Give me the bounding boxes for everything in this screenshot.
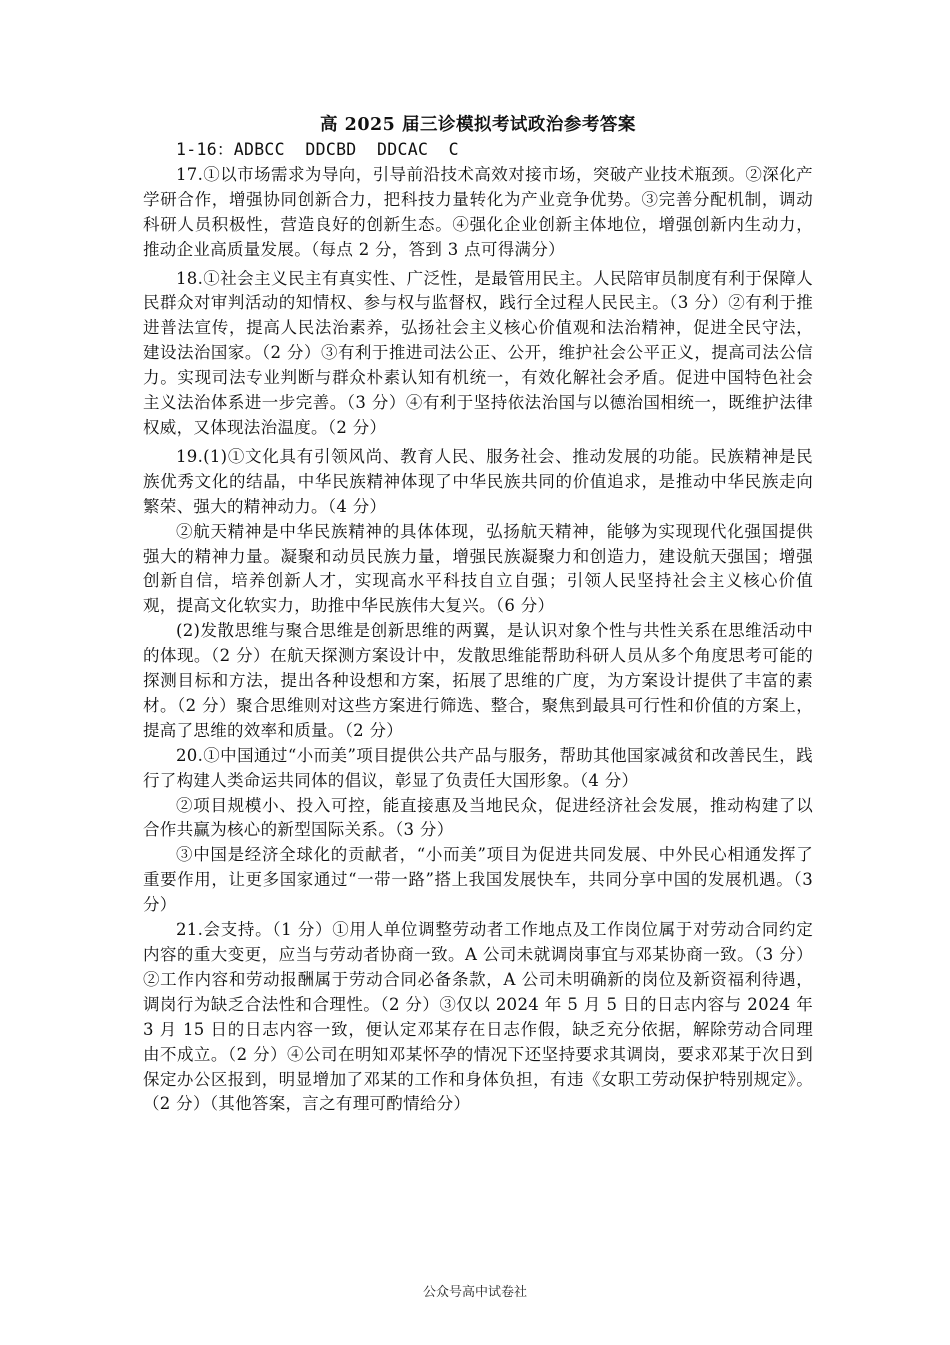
page-footer: 公众号高中试卷社 [422,1285,527,1300]
answer-17: 17.①以市场需求为导向，引导前沿技术高效对接市场，突破产业技术瓶颈。②深化产学研合作，增强协同创新合力，把科技力量转化为产业竞争优势。③完善分配机制，调动科研人员积极性，营造良好的创新生态。④强化企业创新主体地位，增强创新内生动力，推动企业高质量发展。（每点 2 分，答到 3 点可得满分） [143,164,813,259]
answer-19-part1-point1: 19.(1)①文化具有引领风尚、教育人民、服务社会、推动发展的功能。民族精神是民族优秀文化的结晶，中华民族精神体现了中华民族共同的价值追求，是推动中华民族走向繁荣、强大的精神动力。（4 分） [143,446,813,516]
multiple-choice-answers: 1-16：ADBCC DDCBD DDCAC C [176,140,459,159]
answer-20-point1: 20.①中国通过“小而美”项目提供公共产品与服务，帮助其他国家减贫和改善民生，践行了构建人类命运共同体的倡议，彰显了负责任大国形象。（4 分） [143,745,813,790]
answer-20-point3: ③中国是经济全球化的贡献者，“小而美”项目为促进共同发展、中外民心相通发挥了重要作用，让更多国家通过“一带一路”搭上我国发展快车，共同分享中国的发展机遇。（3 分） [143,845,813,915]
answer-18: 18.①社会主义民主有真实性、广泛性，是最管用民主。人民陪审员制度有利于保障人民群众对审判活动的知情权、参与权与监督权，践行全过程人民民主。（3 分）②有利于推进普法宣传，提高人民法治素养，弘扬社会主义核心价值观和法治精神，促进全民守法，建设法治国家。（2 分）③有利于推进司法公正、公开，维护社会公平正义，提高司法公信力。实现司法专业判断与群众朴素认知有机统一，有效化解社会矛盾。促进中国特色社会主义法治体系进一步完善。（3 分）④有利于坚持依法治国与以德治国相统一，既维护法律权威，又体现法治温度。（2 分） [143,268,813,437]
answer-21: 21.会支持。（1 分）①用人单位调整劳动者工作地点及工作岗位属于对劳动合同约定内容的重大变更，应当与劳动者协商一致。A 公司未就调岗事宜与邓某协商一致。（3 分）②工作内容和劳动报酬属于劳动合同必备条款，A 公司未明确新的岗位及新资福利待遇，调岗行为缺乏合法性和合理性。（2 分）③仅以 2024 年 5 月 5 日的日志内容与 2024 年 3 月 15 日的日志内容一致，便认定邓某存在日志作假，缺乏充分依据，解除劳动合同理由不成立。（2 分）④公司在明知邓某怀孕的情况下还坚持要求其调岗，要求邓某于次日到保定办公区报到，明显增加了邓某的工作和身体负担，有违《女职工劳动保护特别规定》。（2 分）（其他答案，言之有理可酌情给分） [143,920,813,1114]
answer-sheet [143,112,813,1117]
answer-20-point2: ②项目规模小、投入可控，能直接惠及当地民众，促进经济社会发展，推动构建了以合作共赢为核心的新型国际关系。（3 分） [143,795,813,840]
answer-19-part2: (2)发散思维与聚合思维是创新思维的两翼，是认识对象个性与共性关系在思维活动中的体现。（2 分）在航天探测方案设计中，发散思维能帮助科研人员从多个角度思考可能的探测目标和方法，提出各种设想和方案，拓展了思维的广度，为方案设计提供了丰富的素材。（2 分）聚合思维则对这些方案进行筛选、整合，聚焦到最具可行性和价值的方案上，提高了思维的效率和质量。（2 分） [143,621,813,740]
page-title: 高 2025 届三诊模拟考试政治参考答案 [320,115,636,135]
answer-19-part1-point2: ②航天精神是中华民族精神的具体体现，弘扬航天精神，能够为实现现代化强国提供强大的精神力量。凝聚和动员民族力量，增强民族凝聚力和创造力，建设航天强国；增强创新自信，培养创新人才，实现高水平科技自立自强；引领人民坚持社会主义核心价值观，提高文化软实力，助推中华民族伟大复兴。（6 分） [143,521,813,616]
